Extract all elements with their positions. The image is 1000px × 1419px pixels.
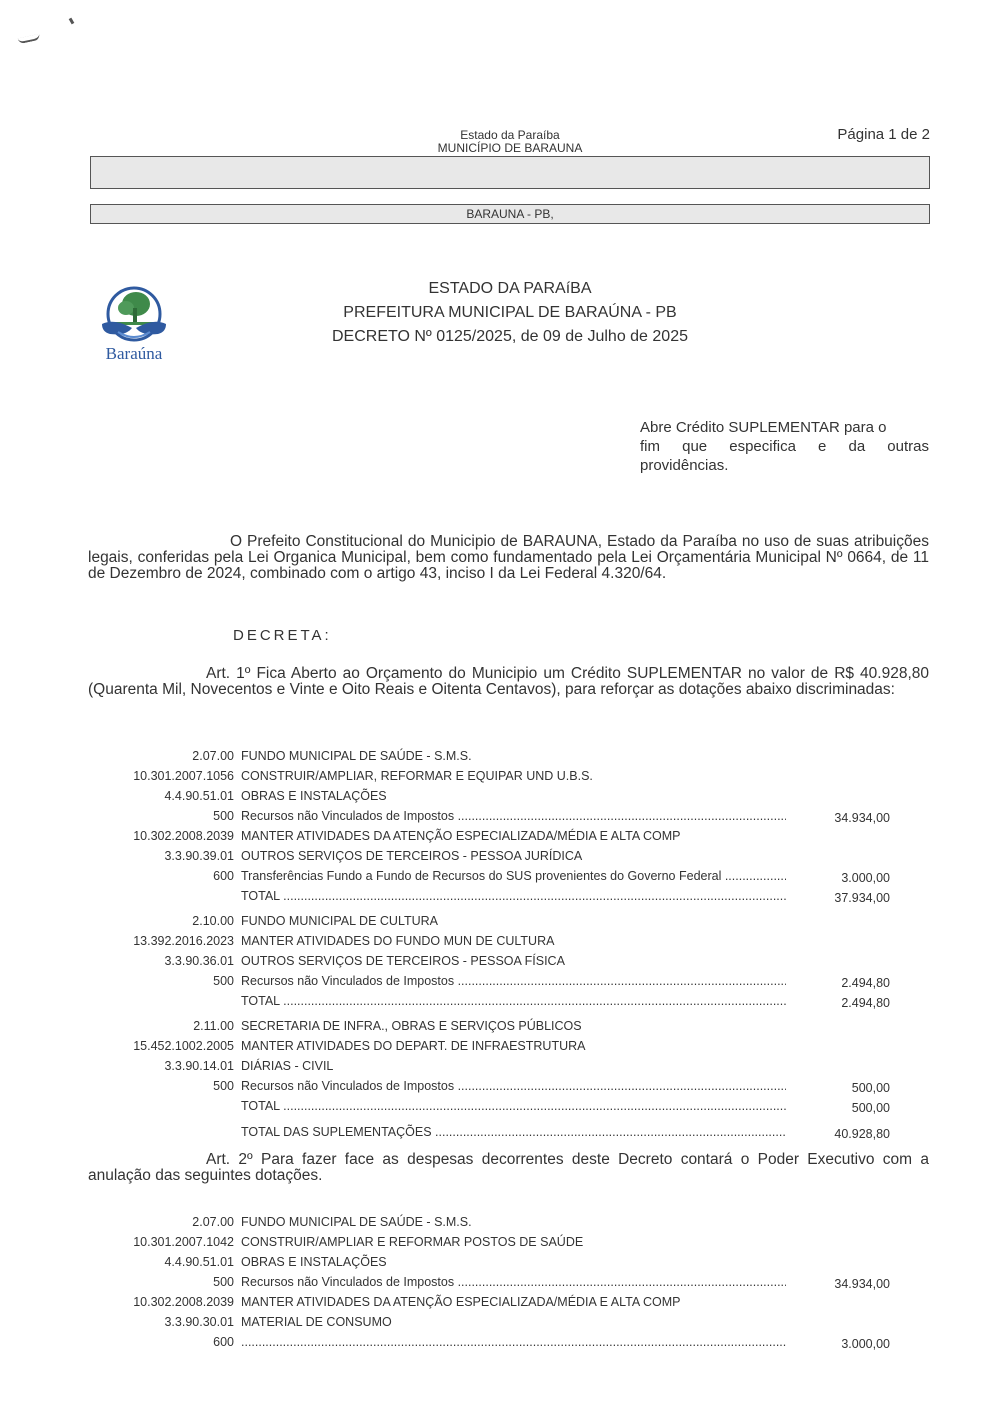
table-row	[100, 846, 920, 866]
account-description	[241, 1332, 786, 1352]
account-description: FUNDO MUNICIPAL DE CULTURA	[241, 914, 439, 928]
account-code: 2.07.00	[192, 749, 234, 763]
page-indicator: Página 1 de 2	[837, 126, 930, 143]
article-1-text: Art. 1º Fica Aberto ao Orçamento do Municipio um Crédito SUPLEMENTAR no valor de R$ 40.928,80 (Quarenta Mil, Novecentos e Vinte e Oito Reais e Oitenta Centavos), para reforçar as dotações abaixo discriminadas:	[88, 665, 929, 698]
account-code: 10.301.2007.1056	[133, 769, 234, 783]
account-description: SECRETARIA DE INFRA., OBRAS E SERVIÇOS PÚBLICOS	[241, 1019, 582, 1033]
account-code: 3.3.90.30.01	[164, 1315, 234, 1329]
table-row	[100, 866, 920, 886]
account-code: 2.07.00	[192, 1215, 234, 1229]
account-description: MATERIAL DE CONSUMO	[241, 1315, 392, 1329]
table-row	[100, 1076, 920, 1096]
municipality-logo	[96, 284, 172, 366]
account-code: 10.301.2007.1042	[133, 1235, 234, 1249]
account-code: 3.3.90.39.01	[164, 849, 234, 863]
table-row	[100, 1272, 920, 1292]
account-code: 15.452.1002.2005	[133, 1039, 234, 1053]
amount-value: 34.934,00	[834, 1277, 890, 1291]
amount-value: 3.000,00	[841, 1337, 890, 1351]
account-description: Recursos não Vinculados de Impostos .....	[241, 1272, 786, 1292]
article-2-text: Art. 2º Para fazer face as despesas decorrentes deste Decreto contará o Poder Executivo com a anulação das seguintes dotações.	[88, 1151, 929, 1184]
account-description: CONSTRUIR/AMPLIAR, REFORMAR E EQUIPAR UND U.B.S.	[241, 769, 593, 783]
decree-summary	[640, 418, 929, 475]
account-description: DIÁRIAS - CIVIL	[241, 1059, 334, 1073]
table-row	[100, 826, 920, 846]
header-state: Estado da Paraíba	[460, 128, 560, 142]
table-row	[100, 1252, 920, 1272]
table-row	[100, 1332, 920, 1352]
amount-value: 3.000,00	[841, 871, 890, 885]
summary-line: providências.	[640, 457, 729, 474]
table-row	[100, 1212, 920, 1232]
title-decree-number: DECRETO Nº 0125/2025, de 09 de Julho de 2025	[331, 328, 688, 345]
account-code: 600	[213, 1335, 234, 1349]
amount-value: 37.934,00	[834, 891, 890, 905]
table-row	[100, 1312, 920, 1332]
account-code: 500	[213, 1079, 234, 1093]
amount-value: 34.934,00	[834, 811, 890, 825]
account-description: TOTAL .....	[241, 886, 786, 906]
header-empty-box	[90, 156, 930, 189]
account-description: FUNDO MUNICIPAL DE SAÚDE - S.M.S.	[241, 1215, 472, 1229]
table-row	[100, 991, 920, 1011]
account-code: 13.392.2016.2023	[133, 934, 234, 948]
decree-title	[300, 277, 720, 349]
account-code: 3.3.90.36.01	[164, 954, 234, 968]
barauna-tree-hands-icon	[96, 284, 172, 348]
logo-text: Baraúna	[105, 344, 163, 363]
account-description: TOTAL .....	[241, 991, 786, 1011]
account-description: Transferências Fundo a Fundo de Recursos do SUS provenientes do Governo Federal .....	[241, 866, 786, 886]
amount-value: 2.494,80	[841, 976, 890, 990]
account-description: TOTAL DAS SUPLEMENTAÇÕES .....	[241, 1122, 786, 1142]
account-code: 10.302.2008.2039	[133, 1295, 234, 1309]
account-code: 500	[213, 974, 234, 988]
header-location-box: BARAUNA - PB,	[90, 204, 930, 224]
amount-value: 40.928,80	[834, 1127, 890, 1141]
account-code: 2.11.00	[193, 1019, 234, 1033]
preamble-text: O Prefeito Constitucional do Municipio de BARAUNA, Estado da Paraíba no uso de suas atribuições legais, conferidas pela Lei Organica Municipal, bem como fundamentado pela Lei Orçamentária Municipal Nº 0664, de 11 de Dezembro de 2024, combinado com o artigo 43, inciso I da Lei Federal 4.320/64.	[88, 533, 929, 582]
summary-line: Abre Crédito SUPLEMENTAR para o	[640, 419, 887, 436]
account-description: MANTER ATIVIDADES DO FUNDO MUN DE CULTURA	[241, 934, 555, 948]
account-description: MANTER ATIVIDADES DA ATENÇÃO ESPECIALIZADA/MÉDIA E ALTA COMP	[241, 829, 681, 843]
table-row	[100, 746, 920, 766]
table-row	[100, 886, 920, 906]
table-row	[100, 1232, 920, 1252]
account-code: 500	[213, 809, 234, 823]
account-description: OUTROS SERVIÇOS DE TERCEIROS - PESSOA FÍSICA	[241, 954, 565, 968]
table-row	[100, 1096, 920, 1116]
summary-line: fim que especifica e da outras	[640, 438, 929, 455]
amount-value: 500,00	[851, 1081, 890, 1095]
table-row	[100, 1056, 920, 1076]
account-code: 4.4.90.51.01	[164, 789, 234, 803]
table-row	[100, 1036, 920, 1056]
article-2	[88, 1152, 929, 1184]
preamble-paragraph	[88, 534, 929, 582]
report-header	[400, 129, 620, 155]
amount-value: 2.494,80	[841, 996, 890, 1010]
account-code: 2.10.00	[192, 914, 234, 928]
table-row	[100, 1016, 920, 1036]
table-row	[100, 766, 920, 786]
title-prefecture: PREFEITURA MUNICIPAL DE BARAÚNA - PB	[343, 304, 677, 321]
account-description: MANTER ATIVIDADES DO DEPART. DE INFRAESTRUTURA	[241, 1039, 586, 1053]
article-1	[88, 666, 929, 698]
decreta-heading: DECRETA:	[233, 627, 332, 644]
account-description: Recursos não Vinculados de Impostos .....	[241, 806, 786, 826]
account-description: CONSTRUIR/AMPLIAR E REFORMAR POSTOS DE SAÚDE	[241, 1235, 584, 1249]
account-description: OBRAS E INSTALAÇÕES	[241, 1255, 387, 1269]
account-code: 3.3.90.14.01	[164, 1059, 234, 1073]
account-code: 500	[213, 1275, 234, 1289]
account-code: 10.302.2008.2039	[133, 829, 234, 843]
table-row	[100, 1122, 920, 1142]
account-code: 600	[213, 869, 234, 883]
table-row	[100, 931, 920, 951]
account-description: FUNDO MUNICIPAL DE SAÚDE - S.M.S.	[241, 749, 472, 763]
table-row	[100, 786, 920, 806]
account-description: Recursos não Vinculados de Impostos .....	[241, 1076, 786, 1096]
account-code: 4.4.90.51.01	[164, 1255, 234, 1269]
account-description: TOTAL .....	[241, 1096, 786, 1116]
table-row	[100, 806, 920, 826]
table-row	[100, 911, 920, 931]
account-description: Recursos não Vinculados de Impostos .....	[241, 971, 786, 991]
table-row	[100, 971, 920, 991]
account-description: OBRAS E INSTALAÇÕES	[241, 789, 387, 803]
scan-artifact	[18, 34, 41, 44]
scan-artifact	[69, 18, 75, 25]
account-description: MANTER ATIVIDADES DA ATENÇÃO ESPECIALIZADA/MÉDIA E ALTA COMP	[241, 1295, 681, 1309]
account-description: OUTROS SERVIÇOS DE TERCEIROS - PESSOA JURÍDICA	[241, 849, 583, 863]
title-state: ESTADO DA PARAíBA	[428, 280, 592, 297]
table-row	[100, 1292, 920, 1312]
table-row	[100, 951, 920, 971]
amount-value: 500,00	[851, 1101, 890, 1115]
header-municipality: MUNICÍPIO DE BARAUNA	[437, 141, 583, 155]
